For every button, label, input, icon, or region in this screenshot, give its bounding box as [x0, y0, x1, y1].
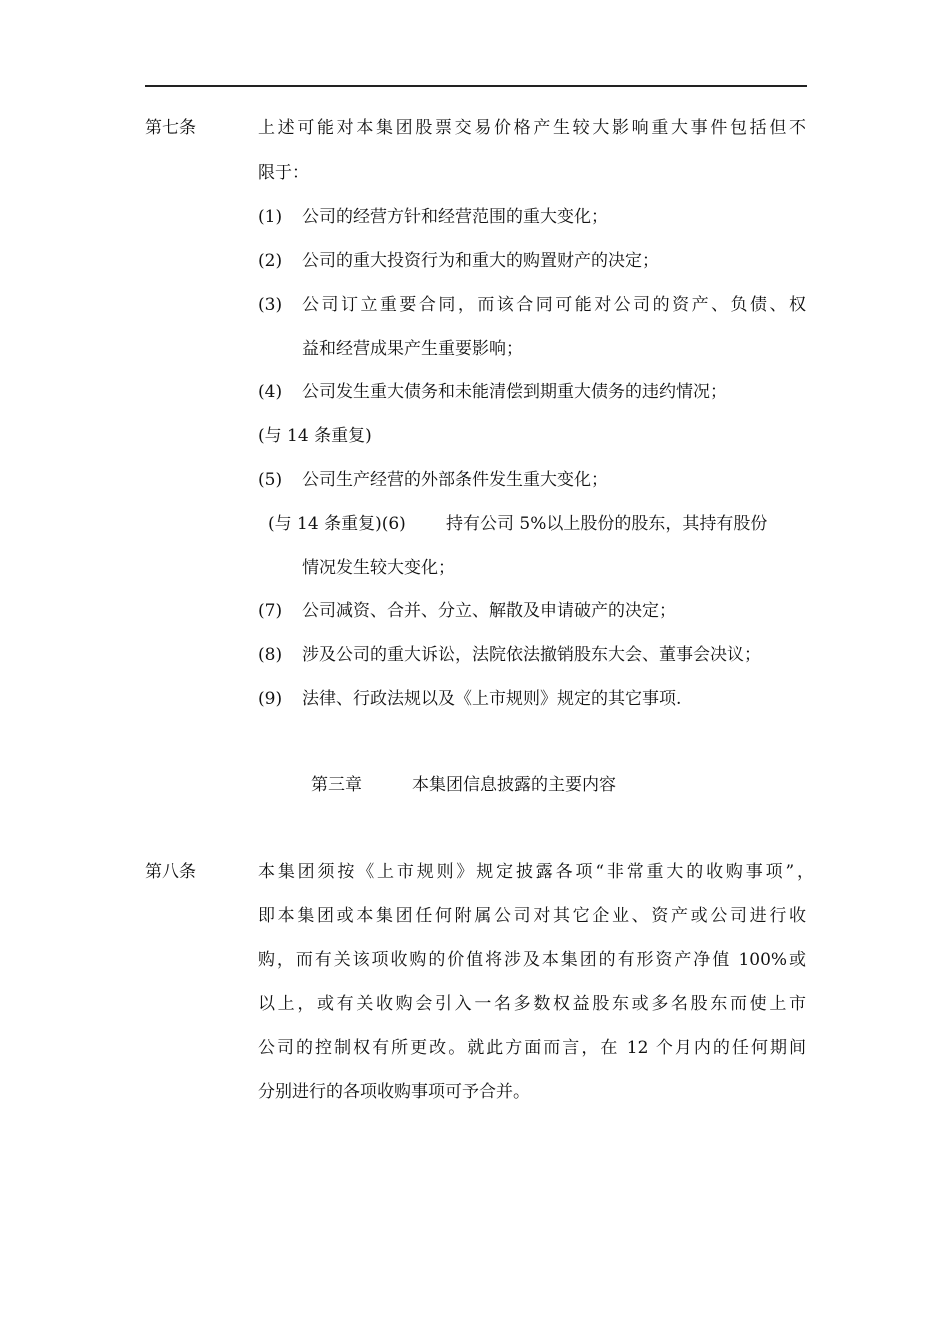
duplicate-note: (与 14 条重复): [258, 426, 372, 446]
list-item-1-text: 公司的经营方针和经营范围的重大变化；: [302, 207, 608, 227]
article-8-line-1: 本集团须按《上市规则》规定披露各项“非常重大的收购事项”，: [258, 862, 814, 882]
list-item-2-text: 公司的重大投资行为和重大的购置财产的决定；: [302, 251, 659, 271]
article-8-label: 第八条: [145, 862, 196, 882]
article-8-line-4: 以上，或有关收购会引入一名多数权益股东或多名股东而使上市: [258, 994, 806, 1014]
list-item-5-text: 公司生产经营的外部条件发生重大变化；: [302, 470, 608, 490]
article-8-line-2: 即本集团或本集团任何附属公司对其它企业、资产或公司进行收: [258, 906, 806, 926]
list-item-9-number: (9): [258, 689, 283, 709]
article-8-line-5: 公司的控制权有所更改。就此方面而言，在 12 个月内的任何期间: [258, 1038, 806, 1058]
article-8-line-6: 分别进行的各项收购事项可予合并。: [258, 1082, 530, 1102]
list-item-4-text: 公司发生重大债务和未能清偿到期重大债务的违约情况；: [302, 382, 727, 402]
list-item-6-text: 持有公司 5%以上股份的股东，其持有股份: [446, 514, 768, 534]
list-item-4-number: (4): [258, 382, 283, 402]
list-item-8-text: 涉及公司的重大诉讼，法院依法撤销股东大会、董事会决议；: [302, 645, 761, 665]
article-7-intro-line-2: 限于：: [258, 163, 309, 183]
list-item-3-text: 公司订立重要合同，而该合同可能对公司的资产、负债、权: [302, 295, 806, 315]
list-item-7-text: 公司减资、合并、分立、解散及申请破产的决定；: [302, 601, 676, 621]
chapter-number: 第三章: [311, 775, 362, 795]
list-item-8-number: (8): [258, 645, 283, 665]
list-item-5-number: (5): [258, 470, 283, 490]
article-8-line-3: 购，而有关该项收购的价值将涉及本集团的有形资产净值 100%或: [258, 950, 806, 970]
list-item-6-continuation: 情况发生较大变化；: [302, 558, 455, 578]
list-item-1-number: (1): [258, 207, 283, 227]
list-item-6-prefix: (与 14 条重复)(6): [268, 514, 406, 534]
list-item-2-number: (2): [258, 251, 283, 271]
list-item-9-text: 法律、行政法规以及《上市规则》规定的其它事项.: [302, 689, 682, 709]
header-rule: [145, 85, 807, 87]
list-item-3-continuation: 益和经营成果产生重要影响；: [302, 339, 523, 359]
chapter-title: 本集团信息披露的主要内容: [412, 775, 616, 795]
article-7-label: 第七条: [145, 118, 196, 138]
list-item-3-number: (3): [258, 295, 283, 315]
article-7-intro-line-1: 上述可能对本集团股票交易价格产生较大影响重大事件包括但不: [258, 118, 806, 138]
list-item-7-number: (7): [258, 601, 283, 621]
